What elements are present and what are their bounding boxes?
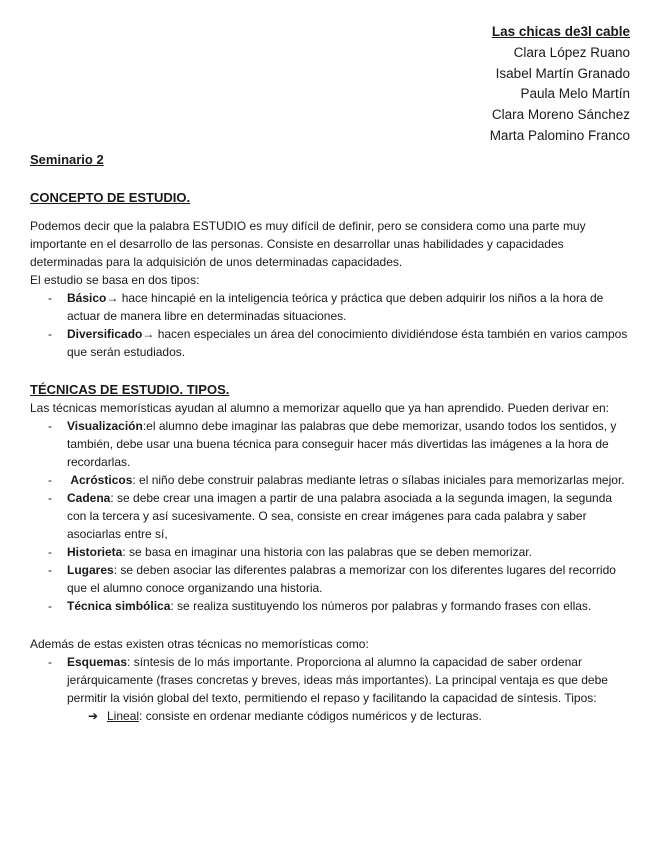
item-term: Lugares [67,562,114,577]
paragraph-techniques-intro: Las técnicas memorísticas ayudan al alumno a memorizar aquello que ya han aprendido. Pueden derivar en: [30,400,609,415]
item-term: Acrósticos [70,472,133,487]
list-item [30,707,630,725]
item-text: → hacen especiales un área del conocimiento dividiéndose ésta también en varios campos que serán estudiados. [67,326,628,359]
item-term: Visualización [67,418,143,433]
author-name: Paula Melo Martín [520,86,630,102]
item-term: Historieta [67,544,123,559]
memory-techniques-list [30,417,630,615]
seminar-title: Seminario 2 [30,151,104,167]
list-item [30,597,630,615]
item-term: Esquemas [67,654,128,669]
author-name: Marta Palomino Franco [489,127,630,143]
item-text: : consiste en ordenar mediante códigos numéricos y de lecturas. [139,708,482,723]
item-text: : se debe crear una imagen a partir de una palabra asociada a la segunda imagen, la segunda con la tercera y así sucesivamente. O sea, consiste en crear imágenes para cada palabra y saber asociarlas entre sí, [67,490,613,541]
list-item [30,561,630,597]
list-item [30,489,630,543]
list-item [30,543,630,561]
schema-subtypes-list [30,707,630,725]
author-name: Isabel Martín Granado [495,65,630,81]
document-page [30,22,630,725]
list-item [30,653,630,707]
item-term: Básico [67,290,107,305]
team-name: Las chicas de3l cable [491,24,630,39]
author-name: Clara López Ruano [513,44,630,60]
paragraph-other-techniques: Además de estas existen otras técnicas no memorísticas como: [30,636,369,651]
item-text: : se realiza sustituyendo los números por palabras y formando frases con ellas. [170,598,592,613]
list-item [30,417,630,471]
item-text: : el niño debe construir palabras mediante letras o sílabas iniciales para memorizarlas mejor. [132,472,625,487]
item-text: : síntesis de lo más importante. Proporciona al alumno la capacidad de saber ordenar jerárquicamente (frases concretas y breves, ideas más importantes). La principal ventaja es que debe permitir la visión global del texto, permitiendo el repaso y facilitando la capacidad de síntesis. Tipos: [67,654,608,705]
arrow-icon: ➔ [88,708,99,723]
section-heading-tecnicas: TÉCNICAS DE ESTUDIO. TIPOS. [30,381,230,397]
item-term: Diversificado [67,326,143,341]
item-term: Técnica simbólica [67,598,171,613]
item-text: → hace hincapié en la inteligencia teórica y práctica que deben adquirir los niños a la hora de actuar de manera libre en determinadas situaciones. [67,290,604,323]
author-header [30,22,630,147]
other-techniques-list [30,653,630,707]
item-term: Lineal [107,708,140,723]
section-heading-concepto: CONCEPTO DE ESTUDIO. [30,189,191,205]
item-text: :el alumno debe imaginar las palabras que debe memorizar, usando todos los sentidos, y también, debe usar una buena técnica para conseguir hacer más divertidas las imágenes a la hora de recordarlas. [67,418,617,469]
paragraph-intro: Podemos decir que la palabra ESTUDIO es muy difícil de definir, pero se considera como una parte muy importante en el desarrollo de las personas. Consiste en desarrollar unas habilidades y capacidades determinadas para la adquisición de unos determinadas capacidades. [30,218,586,269]
item-text: : se basa en imaginar una historia con las palabras que se deben memorizar. [122,544,532,559]
list-item [30,289,630,325]
item-term: Cadena [67,490,111,505]
list-item [30,325,630,361]
author-name: Clara Moreno Sánchez [491,107,630,123]
study-types-list [30,289,630,361]
list-item [30,471,630,489]
paragraph-lead: El estudio se basa en dos tipos: [30,272,200,287]
item-text: : se deben asociar las diferentes palabras a memorizar con los diferentes lugares del recorrido que el alumno conoce organizando una historia. [67,562,616,595]
